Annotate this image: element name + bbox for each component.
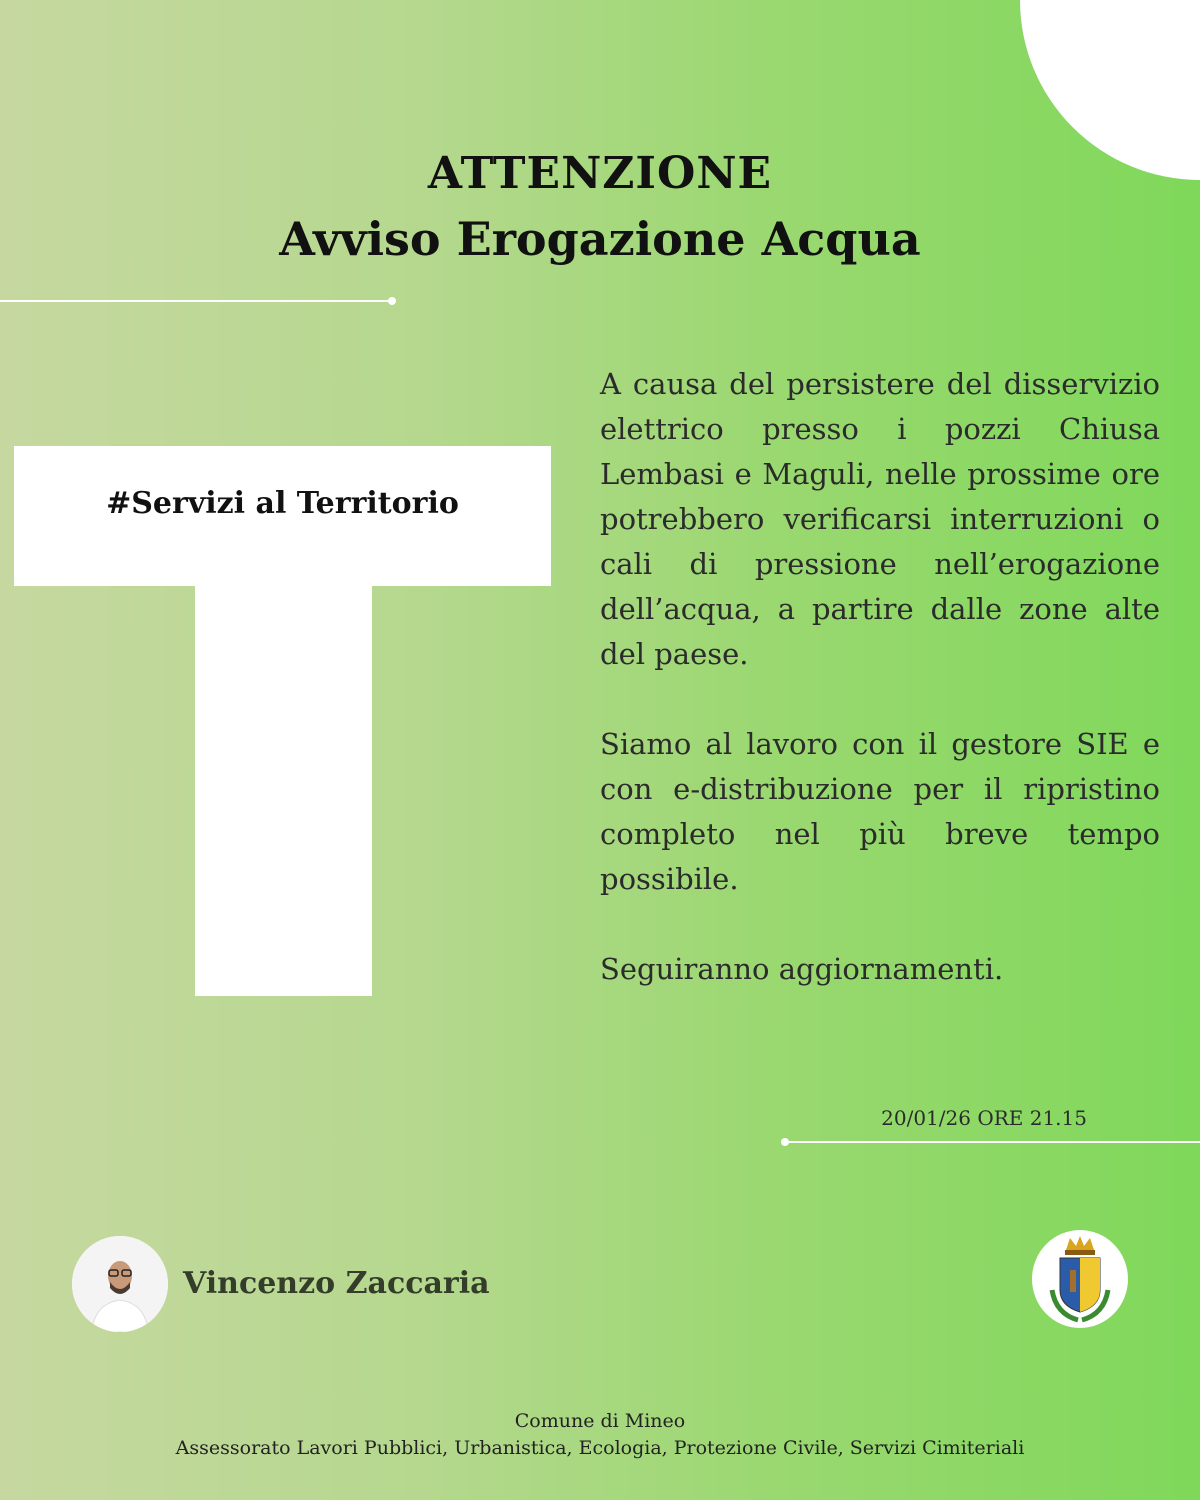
paragraph: Seguiranno aggiornamenti. [600,952,1004,986]
paragraph: Siamo al lavoro con il gestore SIE e con e-distribuzione per il ripristino completo nel più breve tempo possibile. [600,727,1160,896]
avatar [72,1236,168,1332]
footer-municipality: Comune di Mineo [514,1410,686,1432]
t-shape-stem [195,586,372,996]
divider-top [0,300,390,302]
author-name: Vincenzo Zaccaria [183,1266,490,1301]
notice-body [600,362,1160,1037]
hashtag-label: #Servizi al Territorio [106,486,459,521]
paragraph: A causa del persistere del disservizio elettrico presso i pozzi Chiusa Lembasi e Maguli, nelle prossime ore potrebbero verificarsi interruzioni o cali di pressione nell’erogazione dell’acqua, a partire dalle zone alte del paese. [600,367,1160,671]
divider-bottom [785,1141,1200,1143]
page-subtitle: Avviso Erogazione Acqua [279,212,921,266]
date-time: 20/01/26 ORE 21.15 [881,1106,1087,1130]
municipal-crest-logo [1032,1230,1128,1328]
footer-department: Assessorato Lavori Pubblici, Urbanistica, Ecologia, Protezione Civile, Servizi Cimiteriali [175,1437,1025,1459]
divider-dot [388,297,396,305]
page-title: ATTENZIONE [427,148,773,199]
